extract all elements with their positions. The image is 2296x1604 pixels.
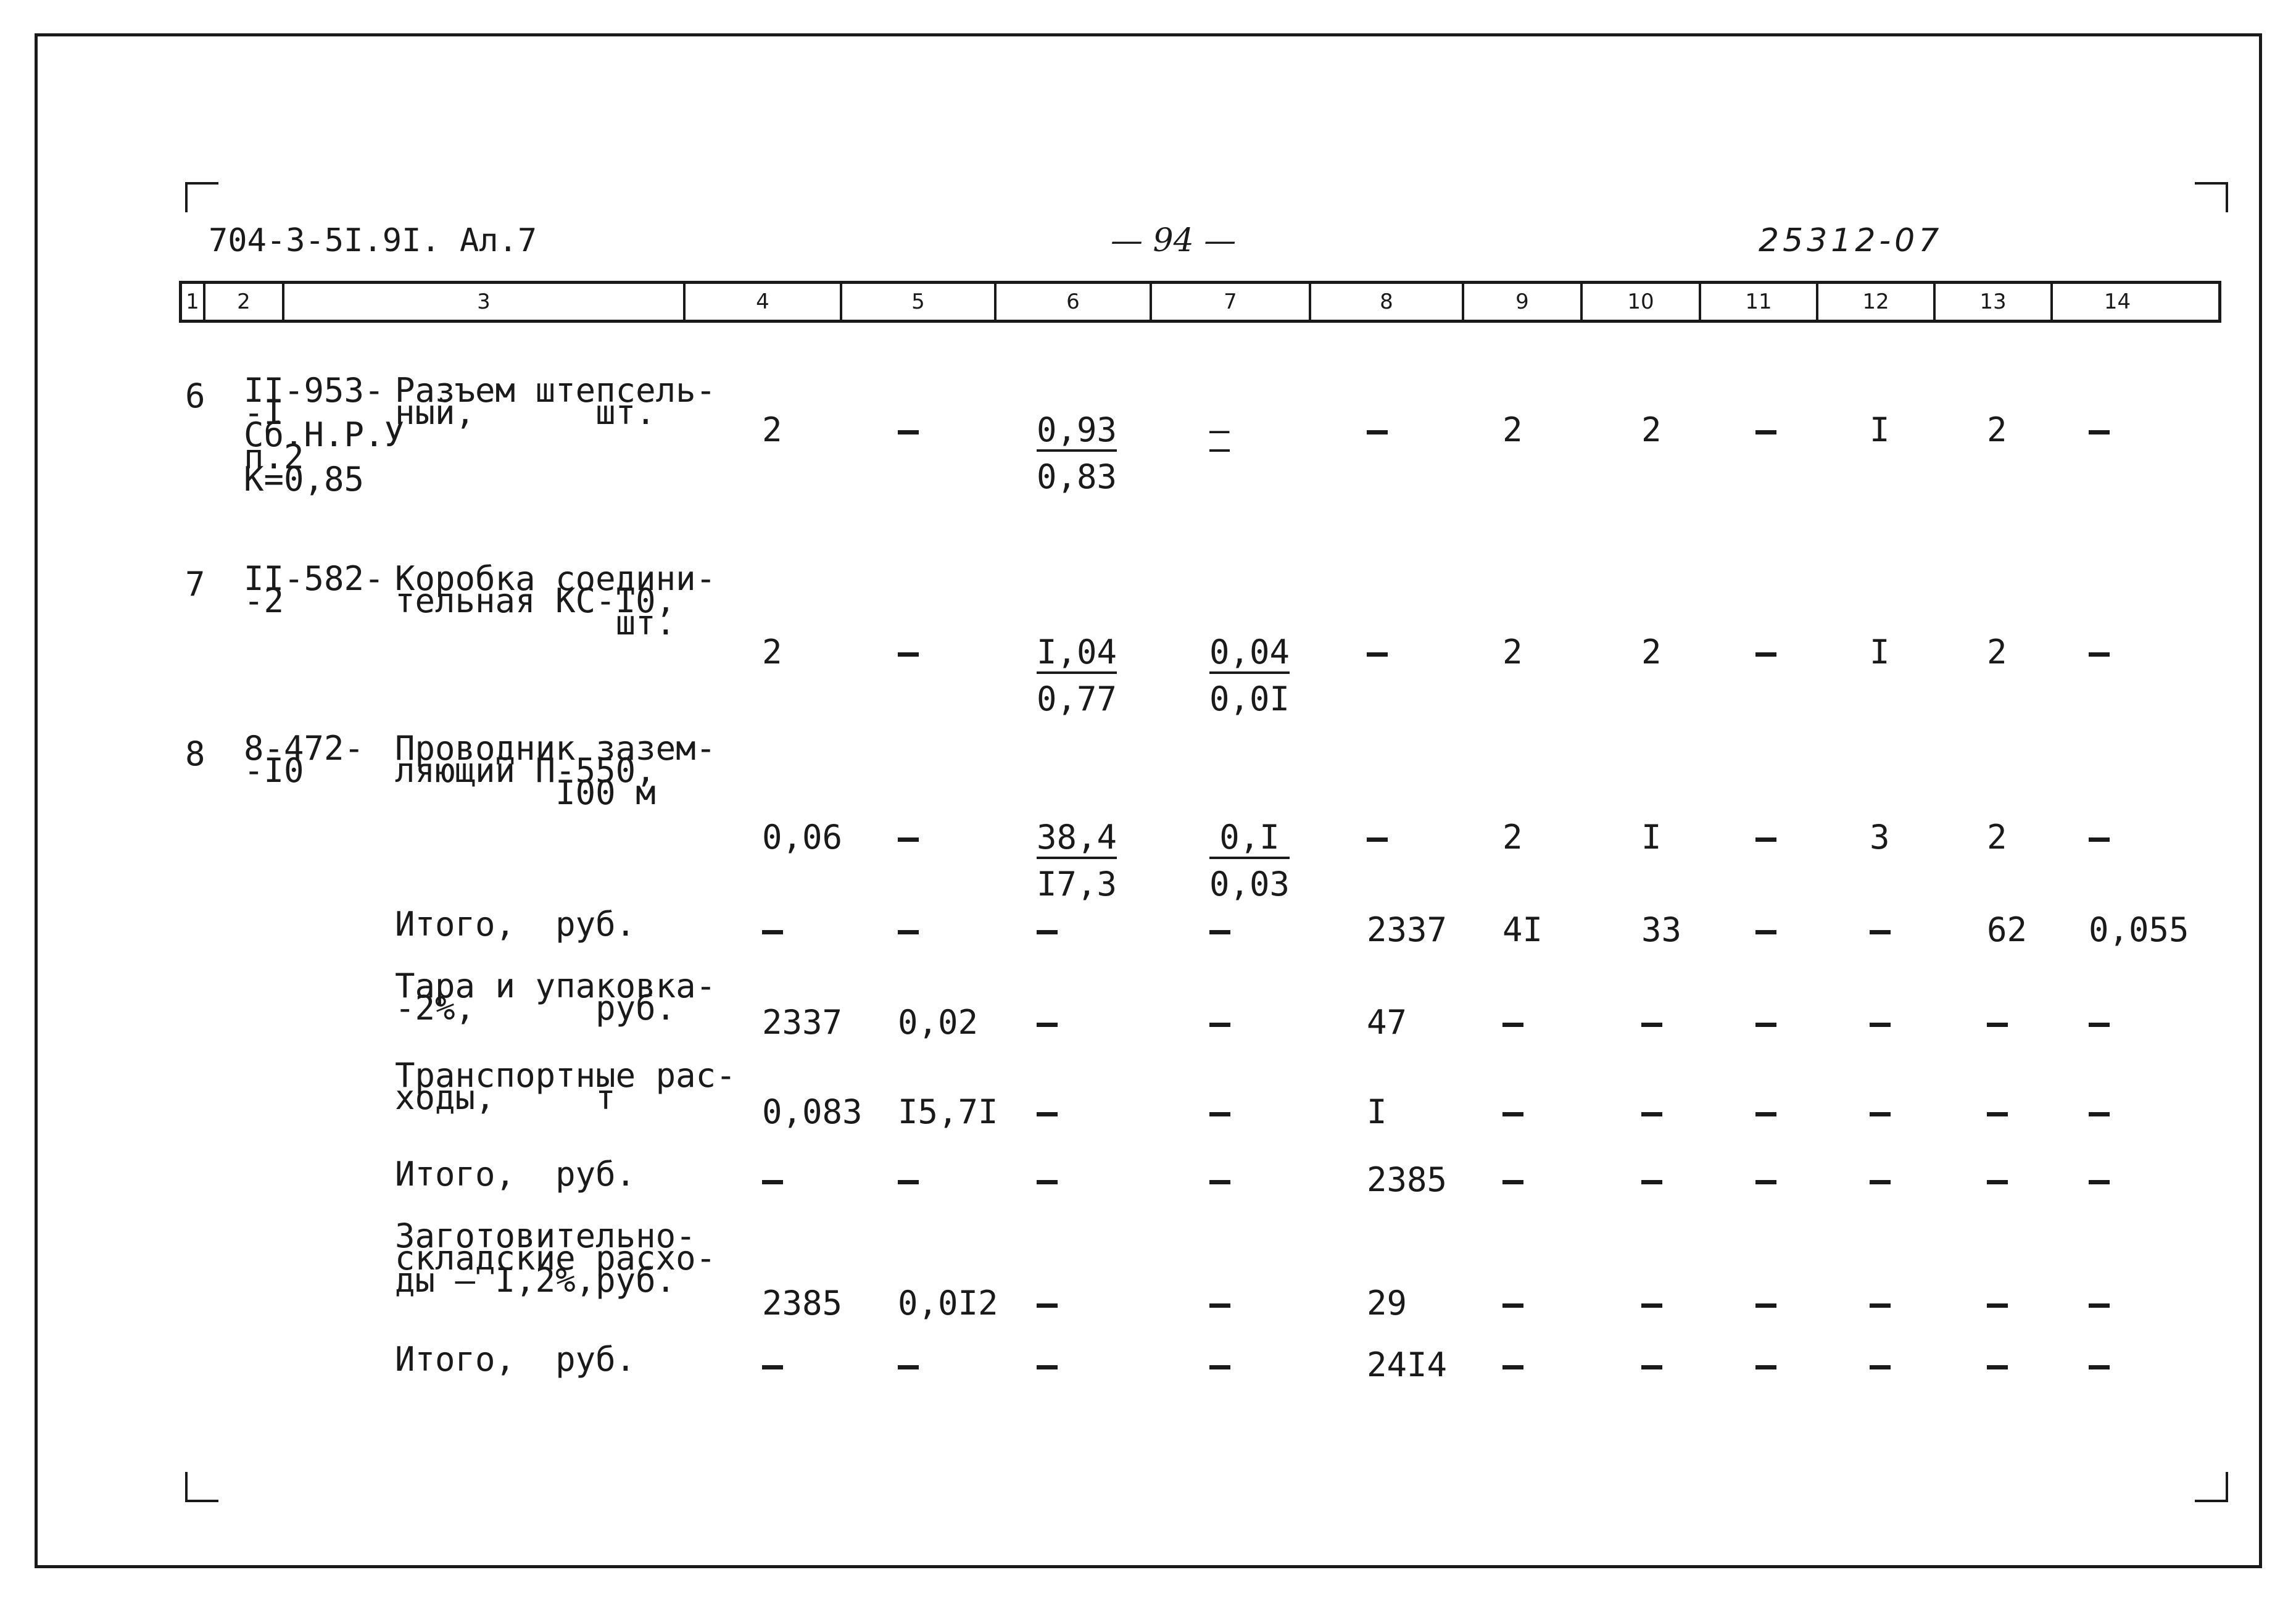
dash-mark [1037, 930, 1058, 934]
dash-mark [1870, 1112, 1891, 1116]
fraction-numerator: – [1209, 413, 1230, 452]
cell-col14 [2089, 1006, 2110, 1039]
fraction-numerator: 38,4 [1037, 821, 1117, 859]
cell-col7 [1209, 410, 1230, 452]
cell-col13 [1987, 1163, 2008, 1197]
cell-col6 [1037, 1348, 1058, 1382]
cell-col9 [1502, 1006, 1523, 1039]
fraction [1037, 818, 1117, 904]
cell-col9 [1502, 1095, 1523, 1129]
cell-name: Заготовительно- складские расхо- ды – I,2%,руб. [395, 1216, 716, 1300]
cell-col14 [2089, 1348, 2110, 1382]
dash-mark [1755, 1112, 1776, 1116]
dash-mark [1037, 1023, 1058, 1027]
document-code: 704-3-5I.9I. Ал.7 [209, 222, 537, 259]
cell-col6 [1037, 913, 1058, 947]
fraction-denominator: 0,83 [1037, 457, 1117, 496]
cell-col11 [1755, 1348, 1776, 1382]
cell-col12 [1870, 1348, 1891, 1382]
cell-col5 [898, 1348, 919, 1382]
dash-mark [1502, 1303, 1523, 1308]
dash-mark [762, 930, 783, 934]
cell-col14 [2089, 1163, 2110, 1197]
dash-mark [1755, 652, 1776, 657]
cell-name: Проводник зазем- ляющий П-550, I00 м [395, 729, 716, 812]
fraction [1209, 410, 1230, 452]
dash-mark [1755, 1023, 1776, 1027]
cell-col8: 2385 [1367, 1160, 1448, 1199]
cell-col13 [1987, 1095, 2008, 1129]
dash-mark [2089, 652, 2110, 657]
dash-mark [1870, 1303, 1891, 1308]
dash-mark [1755, 430, 1776, 434]
cell-col10: 2 [1641, 633, 1662, 671]
dash-mark [898, 930, 919, 934]
dash-mark [898, 837, 919, 842]
cell-col5: I5,7I [898, 1092, 998, 1131]
dash-mark [1641, 1180, 1662, 1184]
cell-col10 [1641, 1287, 1662, 1320]
cell-col8: 47 [1367, 1003, 1407, 1042]
cell-col10 [1641, 1006, 1662, 1039]
cell-col11 [1755, 1095, 1776, 1129]
cell-col12 [1870, 1006, 1891, 1039]
column-number-7: 7 [1152, 284, 1311, 320]
cell-name: Коробка соедини- тельная КС-I0, шт. [395, 559, 716, 642]
dash-mark [1037, 1303, 1058, 1308]
cell-col11 [1755, 913, 1776, 947]
dash-mark [898, 1180, 919, 1184]
dash-mark [1870, 930, 1891, 934]
column-number-13: 13 [1936, 284, 2053, 320]
dash-mark [1755, 1180, 1776, 1184]
dash-mark [1870, 1365, 1891, 1369]
cell-col14 [2089, 821, 2110, 854]
column-number-14: 14 [2103, 289, 2131, 314]
dash-mark [1367, 652, 1388, 657]
cell-col10: I [1641, 818, 1662, 857]
column-number-6: 6 [997, 284, 1152, 320]
cell-col4: 2337 [762, 1003, 843, 1042]
cell-col5 [898, 413, 919, 447]
cell-col9 [1502, 1287, 1523, 1320]
cell-col11 [1755, 1163, 1776, 1197]
cell-col10 [1641, 1095, 1662, 1129]
dash-mark [1987, 1303, 2008, 1308]
cell-col6 [1037, 1006, 1058, 1039]
fraction-numerator: 0,93 [1037, 413, 1117, 452]
cell-col8 [1367, 413, 1388, 447]
cell-col12 [1870, 1095, 1891, 1129]
dash-mark [1209, 1365, 1230, 1369]
cell-col5 [898, 913, 919, 947]
column-number-11: 11 [1701, 284, 1818, 320]
cell-col11 [1755, 636, 1776, 669]
cell-col8: 29 [1367, 1284, 1407, 1323]
cell-col4: 0,06 [762, 818, 843, 857]
dash-mark [1209, 1180, 1230, 1184]
cell-col14 [2089, 1095, 2110, 1129]
cell-number: 8 [185, 734, 205, 773]
dash-mark [1209, 1112, 1230, 1116]
cell-col13: 2 [1987, 818, 2007, 857]
fraction [1209, 633, 1290, 718]
fraction-denominator: 0,03 [1209, 865, 1290, 904]
cell-col8: 2337 [1367, 910, 1448, 949]
dash-mark [1641, 1303, 1662, 1308]
cell-col12: I [1870, 633, 1890, 671]
dash-mark [2089, 1303, 2110, 1308]
cell-col6 [1037, 1095, 1058, 1129]
cell-col9: 2 [1502, 633, 1523, 671]
cell-col5 [898, 1163, 919, 1197]
page-number: — 94 — [1111, 222, 1237, 259]
fraction-denominator: 0,77 [1037, 679, 1117, 718]
cell-col11 [1755, 1287, 1776, 1320]
dash-mark [1641, 1112, 1662, 1116]
cell-col6 [1037, 818, 1117, 904]
cell-col13: 2 [1987, 410, 2007, 449]
dash-mark [1367, 837, 1388, 842]
cell-col4: 2385 [762, 1284, 843, 1323]
cell-col9: 4I [1502, 910, 1543, 949]
cell-col9 [1502, 1163, 1523, 1197]
cell-col8 [1367, 636, 1388, 669]
cell-col4: 2 [762, 633, 782, 671]
corner-mark-bottom-right [2195, 1472, 2228, 1502]
fraction-numerator: 0,04 [1209, 636, 1290, 674]
cell-col12 [1870, 1287, 1891, 1320]
corner-mark-bottom-left [185, 1472, 218, 1502]
dash-mark [1641, 1023, 1662, 1027]
dash-mark [898, 652, 919, 657]
cell-col7 [1209, 1095, 1230, 1129]
dash-mark [1209, 930, 1230, 934]
cell-col14 [2089, 1287, 2110, 1320]
dash-mark [1755, 930, 1776, 934]
cell-col4: 0,083 [762, 1092, 863, 1131]
cell-col8: 24I4 [1367, 1345, 1448, 1384]
cell-name: Итого, руб. [395, 1155, 636, 1194]
cell-col8 [1367, 821, 1388, 854]
cell-col9 [1502, 1348, 1523, 1382]
cell-col7 [1209, 1348, 1230, 1382]
dash-mark [1367, 430, 1388, 434]
cell-name: Тара и упаковка- -2%, руб. [395, 966, 716, 1028]
corner-mark-top-right [2195, 182, 2228, 212]
cell-name: Итого, руб. [395, 905, 636, 944]
column-number-9: 9 [1464, 284, 1583, 320]
dash-mark [1502, 1365, 1523, 1369]
fraction-denominator: I7,3 [1037, 865, 1117, 904]
column-number-3: 3 [284, 284, 686, 320]
fraction-numerator: 0,I [1209, 821, 1290, 859]
cell-col7 [1209, 818, 1290, 904]
cell-col7 [1209, 1287, 1230, 1320]
cell-code: 8-472- -I0 [244, 729, 365, 790]
cell-col11 [1755, 821, 1776, 854]
cell-code: II-582- -2 [244, 559, 384, 620]
dash-mark [1987, 1365, 2008, 1369]
fraction-denominator: 0,0I [1209, 679, 1290, 718]
dash-mark [2089, 1023, 2110, 1027]
cell-col7 [1209, 1006, 1230, 1039]
cell-col8: I [1367, 1092, 1387, 1131]
cell-col14 [2089, 636, 2110, 669]
cell-col6 [1037, 1163, 1058, 1197]
cell-col5: 0,0I2 [898, 1284, 998, 1323]
cell-col10 [1641, 1163, 1662, 1197]
fraction [1037, 633, 1117, 718]
column-number-12: 12 [1818, 284, 1936, 320]
dash-mark [1037, 1112, 1058, 1116]
dash-mark [1502, 1023, 1523, 1027]
dash-mark [2089, 1180, 2110, 1184]
column-number-2: 2 [205, 284, 284, 320]
column-number-4: 4 [686, 284, 842, 320]
cell-col12: 3 [1870, 818, 1890, 857]
cell-col5 [898, 636, 919, 669]
dash-mark [1037, 1180, 1058, 1184]
dash-mark [1502, 1112, 1523, 1116]
cell-col4: 2 [762, 410, 782, 449]
dash-mark [1755, 1365, 1776, 1369]
fraction [1037, 410, 1117, 496]
dash-mark [2089, 1112, 2110, 1116]
page-border [35, 33, 2262, 1568]
dash-mark [1502, 1180, 1523, 1184]
cell-col7 [1209, 633, 1290, 718]
dash-mark [1755, 837, 1776, 842]
cell-col10: 2 [1641, 410, 1662, 449]
corner-mark-top-left [185, 182, 218, 212]
cell-number: 7 [185, 565, 205, 604]
cell-col13 [1987, 1348, 2008, 1382]
cell-name: Разъем штепсель- ный, шт. [395, 371, 716, 432]
dash-mark [1987, 1180, 2008, 1184]
dash-mark [898, 430, 919, 434]
dash-mark [898, 1365, 919, 1369]
dash-mark [2089, 837, 2110, 842]
cell-col6 [1037, 410, 1117, 496]
dash-mark [1037, 1365, 1058, 1369]
document-number: 25312-07 [1759, 222, 1943, 259]
cell-col6 [1037, 1287, 1058, 1320]
cell-col11 [1755, 413, 1776, 447]
cell-col7 [1209, 1163, 1230, 1197]
dash-mark [1987, 1023, 2008, 1027]
cell-col9: 2 [1502, 410, 1523, 449]
cell-col7 [1209, 913, 1230, 947]
dash-mark [1870, 1180, 1891, 1184]
cell-col14 [2089, 413, 2110, 447]
cell-number: 6 [185, 376, 205, 415]
cell-col13 [1987, 1006, 2008, 1039]
dash-mark [2089, 1365, 2110, 1369]
cell-col4 [762, 1163, 783, 1197]
dash-mark [762, 1365, 783, 1369]
cell-col12 [1870, 913, 1891, 947]
cell-col10 [1641, 1348, 1662, 1382]
cell-col6 [1037, 633, 1117, 718]
cell-col10: 33 [1641, 910, 1682, 949]
dash-mark [762, 1180, 783, 1184]
column-number-header [179, 281, 2221, 323]
cell-col13: 62 [1987, 910, 2028, 949]
cell-col14: 0,055 [2089, 910, 2189, 949]
dash-mark [1870, 1023, 1891, 1027]
column-number-1: 1 [182, 284, 205, 320]
cell-code: II-953- -I Сб.Н.Р.У п.2 К=0,85 [244, 371, 405, 499]
column-number-8: 8 [1311, 284, 1464, 320]
cell-col12: I [1870, 410, 1890, 449]
dash-mark [1209, 1023, 1230, 1027]
cell-col11 [1755, 1006, 1776, 1039]
dash-mark [1987, 1112, 2008, 1116]
cell-col13 [1987, 1287, 2008, 1320]
dash-mark [2089, 430, 2110, 434]
fraction [1209, 818, 1290, 904]
column-number-10: 10 [1583, 284, 1701, 320]
cell-col4 [762, 913, 783, 947]
cell-col13: 2 [1987, 633, 2007, 671]
dash-mark [1641, 1365, 1662, 1369]
dash-mark [1755, 1303, 1776, 1308]
cell-col9: 2 [1502, 818, 1523, 857]
cell-col12 [1870, 1163, 1891, 1197]
fraction-numerator: I,04 [1037, 636, 1117, 674]
cell-name: Итого, руб. [395, 1340, 636, 1379]
dash-mark [1209, 1303, 1230, 1308]
cell-col5: 0,02 [898, 1003, 979, 1042]
cell-name: Транспортные рас- ходы, т [395, 1056, 736, 1117]
cell-col5 [898, 821, 919, 854]
column-number-5: 5 [842, 284, 997, 320]
cell-col4 [762, 1348, 783, 1382]
